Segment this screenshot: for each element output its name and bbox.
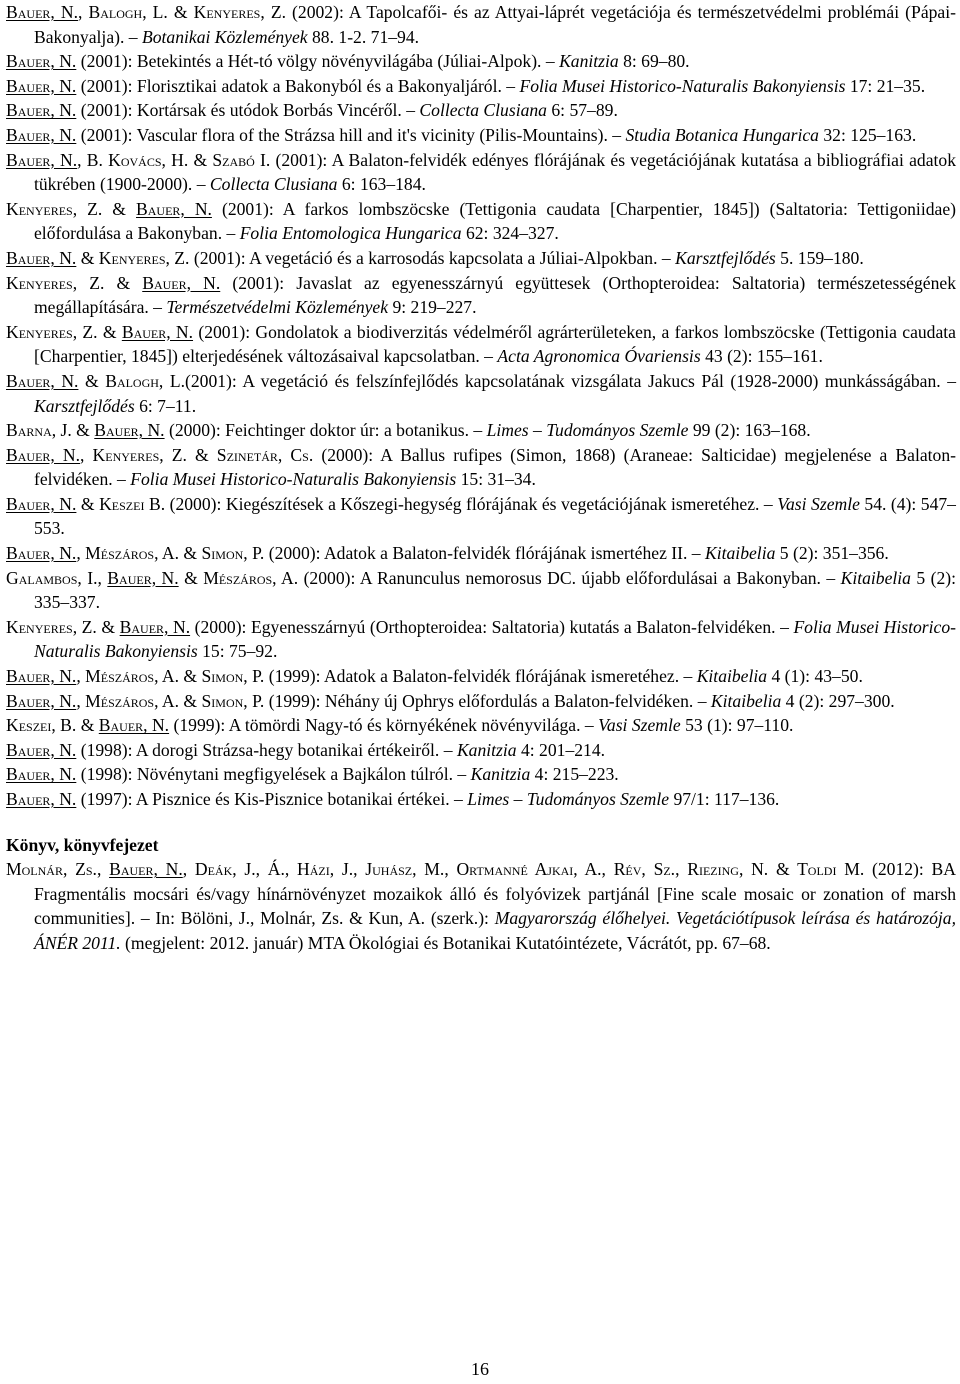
reference-text: , bbox=[76, 666, 86, 687]
reference-entry bbox=[6, 664, 956, 689]
reference-text: 9: 219–227. bbox=[388, 297, 477, 318]
reference-text: (2001): Betekintés a Hét-tó völgy növényvilágába (Júliai-Alpok). – bbox=[76, 51, 560, 72]
author-names: Mészáros, A. & Simon, P. bbox=[85, 543, 265, 564]
reference-text: 4 (2): 297–300. bbox=[781, 690, 895, 711]
reference-text: (2001): Javaslat az egyenesszárnyú együttesek (Orthopteroidea: Saltatoria) természetességének megállapítására. – bbox=[34, 272, 956, 318]
underlined-author: Bauer, N. bbox=[6, 444, 81, 465]
reference-entry bbox=[6, 443, 956, 492]
reference-text: (2001): Gondolatok a biodiverzitás védelméről agrárterületeken, a farkos lombszöcske (Tettigonia caudata [Charpentier, 1845]) elterjedésének változásaival kapcsolatban. – bbox=[34, 321, 956, 367]
reference-text: 8: 69–80. bbox=[618, 51, 690, 72]
author-names: , Deák, J., Á., Házi, J., Juhász, M., Ortmanné Ajkai, A., Rév, Sz., Riezing, N. & Toldi M. bbox=[182, 859, 865, 880]
reference-text: , bbox=[76, 543, 86, 564]
reference-text: 32: 125–163. bbox=[818, 124, 917, 145]
author-names: Kenyeres, Z. & bbox=[6, 198, 136, 219]
journal-title: Kanitzia bbox=[456, 739, 517, 760]
page-number: 16 bbox=[471, 1359, 489, 1379]
reference-entry bbox=[6, 492, 956, 541]
journal-title: Folia Entomologica Hungarica bbox=[239, 223, 462, 244]
journal-title: Collecta Clusiana bbox=[209, 174, 338, 195]
underlined-author: Bauer, N. bbox=[109, 859, 183, 880]
book-section-heading: Könyv, könyvfejezet bbox=[6, 834, 159, 855]
reference-entry bbox=[6, 148, 956, 197]
reference-text: (2001): A farkos lombszöcske (Tettigonia caudata [Charpentier, 1845]) (Saltatoria: Tettigoniidae) előfordulása a Bakonyban. – bbox=[34, 198, 956, 244]
reference-entry bbox=[6, 74, 956, 99]
reference-text: 99 (2): 163–168. bbox=[688, 420, 811, 441]
journal-title: Kanitzia bbox=[559, 51, 619, 72]
reference-text: 43 (2): 155–161. bbox=[700, 346, 823, 367]
author-names: Kenyeres, Z. & bbox=[6, 321, 122, 342]
underlined-author: Bauer, N. bbox=[94, 420, 165, 441]
journal-title: Vasi Szemle bbox=[598, 715, 681, 736]
underlined-author: Bauer, N. bbox=[107, 567, 179, 588]
reference-entry bbox=[6, 713, 956, 738]
reference-text: (2012): BA Fragmentális mocsári és/vagy hínárnövényzet mozaikok álló és folyóvizek partjánál [Fine scale mosaic or zonation of marsh communities]. – In: Bölöni, J., Molnár, Zs. & Kun, A. (szerk.): bbox=[34, 859, 956, 929]
author-names: Keszei B. bbox=[99, 493, 166, 514]
reference-text: (1997): A Pisznice és Kis-Pisznice botanikai értékei. – bbox=[76, 789, 468, 809]
author-names: B. Kovács, H. & Szabó I. bbox=[86, 149, 271, 170]
author-names: Mészáros, A. bbox=[203, 567, 299, 588]
underlined-author: Bauer, N. bbox=[6, 739, 77, 760]
journal-title: Kitaibelia bbox=[710, 690, 782, 711]
author-names: Kenyeres, Z. & bbox=[6, 272, 143, 293]
reference-text: , bbox=[76, 690, 86, 711]
reference-text: 15: 31–34. bbox=[456, 469, 536, 490]
reference-text: (2001): A Balaton-felvidék edényes flórájának és vegetációjának kutatása a bibliográfiai adatok tükrében (1900-2000). – bbox=[34, 149, 956, 195]
reference-text: & bbox=[78, 370, 106, 391]
reference-entry bbox=[6, 541, 956, 566]
reference-entry bbox=[6, 0, 956, 49]
journal-title: Collecta Clusiana bbox=[419, 100, 547, 121]
book-reference-list bbox=[6, 857, 956, 955]
reference-entry bbox=[6, 689, 956, 714]
reference-text: 97/1: 117–136. bbox=[669, 789, 780, 809]
journal-title: Kanitzia bbox=[470, 764, 531, 785]
underlined-author: Bauer, N. bbox=[6, 149, 78, 170]
reference-text: 53 (1): 97–110. bbox=[680, 715, 794, 736]
reference-text: 15: 75–92. bbox=[197, 641, 278, 662]
author-names: Galambos, I., bbox=[6, 567, 108, 588]
reference-entry bbox=[6, 857, 956, 955]
reference-text: (1998): Növénytani megfigyelések a Bajkálon túlról. – bbox=[76, 764, 471, 785]
author-names: Kenyeres, Z. & bbox=[6, 616, 120, 637]
reference-text: 6: 7–11. bbox=[134, 395, 197, 416]
journal-title: Kitaibelia bbox=[705, 543, 776, 564]
underlined-author: Bauer, N. bbox=[6, 124, 77, 145]
journal-title: Karsztfejlődés bbox=[675, 247, 776, 268]
author-names: Kenyeres, Z. & Szinetár, Cs. bbox=[92, 444, 314, 465]
underlined-author: Bauer, N. bbox=[6, 789, 77, 809]
reference-entry bbox=[6, 566, 956, 615]
reference-text: , bbox=[77, 2, 89, 22]
underlined-author: Bauer, N. bbox=[142, 272, 221, 293]
underlined-author: Bauer, N. bbox=[6, 690, 77, 711]
reference-text: 5 (2): 351–356. bbox=[775, 543, 889, 564]
journal-title: Acta Agronomica Óvariensis bbox=[497, 346, 701, 367]
underlined-author: Bauer, N. bbox=[6, 493, 77, 514]
reference-text: (2000): A Ranunculus nemorosus DC. újabb előfordulásai a Bakonyban. – bbox=[298, 567, 841, 588]
underlined-author: Bauer, N. bbox=[6, 100, 77, 121]
reference-entry bbox=[6, 762, 956, 787]
reference-text: 6: 163–184. bbox=[337, 174, 426, 195]
author-names: Mészáros, A. & Simon, P. bbox=[85, 690, 265, 711]
underlined-author: Bauer, N. bbox=[119, 616, 191, 637]
reference-entry bbox=[6, 246, 956, 271]
reference-text: (1999): A tömördi Nagy-tó és környékének növényvilága. – bbox=[169, 715, 599, 736]
journal-title: Limes – Tudományos Szemle bbox=[467, 789, 670, 809]
underlined-author: Bauer, N. bbox=[6, 543, 77, 564]
reference-text: 4: 215–223. bbox=[530, 764, 619, 785]
underlined-author: Bauer, N. bbox=[6, 247, 77, 268]
reference-entry bbox=[6, 418, 956, 443]
reference-entry bbox=[6, 369, 956, 418]
author-names: Molnár, Zs., bbox=[6, 859, 110, 880]
reference-entry bbox=[6, 197, 956, 246]
reference-text: (2002): A Tapolcafői- és az Attyai-láprét vegetációja és természetvédelmi problémái (Pápai-Bakonyalja). – bbox=[34, 2, 956, 47]
author-names: Balogh, L. bbox=[105, 370, 186, 391]
author-names: Balogh, L. & Kenyeres, Z. bbox=[88, 2, 286, 22]
reference-text: (2000): A Ballus rufipes (Simon, 1868) (Araneae: Salticidae) megjelenése a Balaton-felvidéken. – bbox=[34, 444, 956, 490]
journal-title: Kitaibelia bbox=[696, 666, 768, 687]
reference-entry bbox=[6, 787, 956, 812]
journal-title: Természetvédelmi Közlemények bbox=[166, 297, 389, 318]
author-names: Barna, J. & bbox=[6, 420, 95, 441]
reference-text: 17: 21–35. bbox=[845, 75, 926, 96]
reference-text: (2000): Kiegészítések a Kőszegi-hegység flórájának és vegetációjának ismeretéhez. – bbox=[165, 493, 778, 514]
reference-text: 4: 201–214. bbox=[516, 739, 606, 760]
reference-text: & bbox=[76, 247, 99, 268]
underlined-author: Bauer, N. bbox=[6, 666, 77, 687]
author-names: Mészáros, A. & Simon, P. bbox=[85, 666, 265, 687]
underlined-author: Bauer, N. bbox=[6, 370, 79, 391]
reference-text: 54. (4): 547–553. bbox=[34, 493, 956, 539]
reference-text: 5. 159–180. bbox=[775, 247, 864, 268]
journal-title: Folia Musei Historico-Naturalis Bakonyiensis bbox=[519, 75, 846, 96]
reference-text: 88. 1-2. 71–94. bbox=[307, 26, 420, 47]
reference-entry bbox=[6, 123, 956, 148]
reference-text: (2001): Vascular flora of the Strázsa hill and it's vicinity (Pilis-Mountains). – bbox=[76, 124, 626, 145]
underlined-author: Bauer, N. bbox=[98, 715, 170, 736]
reference-text: 6: 57–89. bbox=[546, 100, 618, 121]
journal-title: Folia Musei Historico-Naturalis Bakonyiensis bbox=[130, 469, 457, 490]
journal-title: Vasi Szemle bbox=[777, 493, 860, 514]
underlined-author: Bauer, N. bbox=[6, 51, 77, 72]
reference-text: (1999): Néhány új Ophrys előfordulás a Balaton-felvidéken. – bbox=[264, 690, 711, 711]
journal-title: Limes – Tudományos Szemle bbox=[486, 420, 689, 441]
reference-text: (2000): Egyenesszárnyú (Orthopteroidea: Saltatoria) kutatás a Balaton-felvidéken. – bbox=[190, 616, 794, 637]
reference-text: (1998): A dorogi Strázsa-hegy botanikai értékeiről. – bbox=[76, 739, 457, 760]
reference-entry bbox=[6, 49, 956, 74]
reference-text: (2001): A vegetáció és felszínfejlődés kapcsolatának vizsgálata Jakucs Pál (1928-2000) munkásságában. – bbox=[185, 370, 957, 391]
journal-title: Kitaibelia bbox=[840, 567, 911, 588]
reference-text: 4 (1): 43–50. bbox=[767, 666, 863, 687]
reference-text: & bbox=[76, 493, 100, 514]
reference-entry bbox=[6, 615, 956, 664]
journal-title: Magyarország élőhelyei. Vegetációtípusok leírása és határozója, ÁNÉR 2011. bbox=[34, 908, 956, 953]
journal-title: Karsztfejlődés bbox=[34, 395, 135, 416]
reference-text: 62: 324–327. bbox=[461, 223, 559, 244]
author-names: Kenyeres, Z. bbox=[98, 247, 190, 268]
underlined-author: Bauer, N. bbox=[6, 75, 77, 96]
reference-text: , bbox=[80, 444, 93, 465]
author-names: Keszei, B. & bbox=[6, 715, 99, 736]
journal-title: Folia Musei Historico-Naturalis Bakonyiensis bbox=[34, 616, 956, 662]
reference-entry bbox=[6, 98, 956, 123]
reference-text: & bbox=[178, 567, 204, 588]
reference-text: 5 (2): 335–337. bbox=[34, 567, 957, 613]
reference-text: (megjelent: 2012. január) MTA Ökológiai és Botanikai Kutatóintézete, Vácrátót, pp. 67–68. bbox=[120, 932, 771, 953]
reference-text: (2000): Adatok a Balaton-felvidék flórájának ismertéhez II. – bbox=[264, 543, 705, 564]
underlined-author: Bauer, N. bbox=[6, 2, 78, 22]
journal-title: Botanikai Közlemények bbox=[141, 26, 308, 47]
reference-entry bbox=[6, 738, 956, 763]
reference-text: (2001): Florisztikai adatok a Bakonyból és a Bakonyaljáról. – bbox=[76, 75, 520, 96]
journal-reference-list bbox=[6, 0, 956, 812]
reference-text: (2001): A vegetáció és a karrosodás kapcsolata a Júliai-Alpokban. – bbox=[189, 247, 676, 268]
underlined-author: Bauer, N. bbox=[121, 321, 194, 342]
reference-text: (1999): Adatok a Balaton-felvidék flórájának ismeretéhez. – bbox=[264, 666, 697, 687]
underlined-author: Bauer, N. bbox=[136, 198, 212, 219]
publication-list-page bbox=[6, 0, 956, 956]
reference-entry bbox=[6, 271, 956, 320]
reference-text: (2000): Feichtinger doktor úr: a botanikus. – bbox=[164, 420, 487, 441]
reference-text: , bbox=[77, 149, 87, 170]
underlined-author: Bauer, N. bbox=[6, 764, 77, 785]
journal-title: Studia Botanica Hungarica bbox=[625, 124, 819, 145]
reference-entry bbox=[6, 320, 956, 369]
reference-text: (2001): Kortársak és utódok Borbás Vincéről. – bbox=[76, 100, 420, 121]
